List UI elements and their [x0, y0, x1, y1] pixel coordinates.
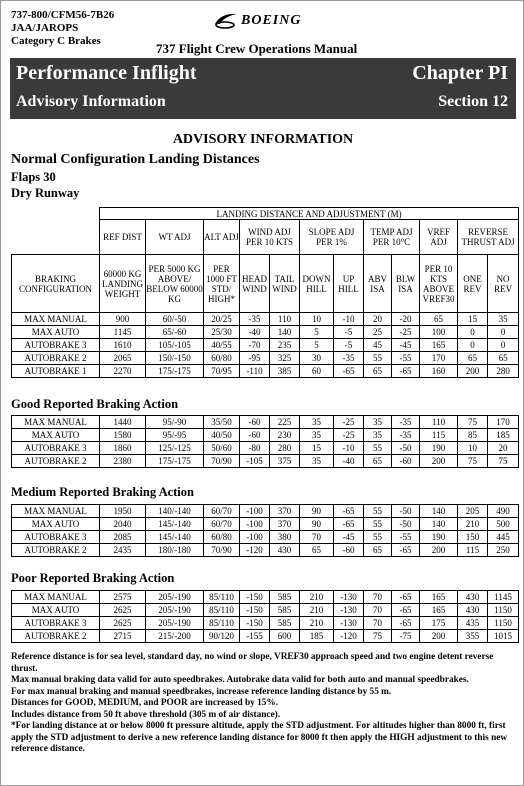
- head-wind-cell: -60: [240, 416, 270, 429]
- vref-adj-cell: 200: [420, 455, 458, 468]
- ref-dist-cell: 1950: [100, 505, 146, 518]
- abv-isa-header: ABV ISA: [364, 255, 392, 313]
- table-row: [12, 339, 519, 352]
- blw-isa-cell: -55: [392, 352, 420, 365]
- one-rev-cell: 150: [458, 531, 488, 544]
- vref-adj-header: VREF ADJ: [420, 220, 458, 255]
- braking-config-cell: AUTOBRAKE 1: [12, 365, 100, 378]
- blw-isa-cell: -65: [392, 365, 420, 378]
- one-rev-cell: 430: [458, 591, 488, 604]
- vref-adj-cell: 160: [420, 365, 458, 378]
- no-rev-cell: 35: [488, 313, 519, 326]
- tail-wind-cell: 325: [270, 352, 300, 365]
- blw-isa-cell: -65: [392, 604, 420, 617]
- braking-config-cell: AUTOBRAKE 3: [12, 617, 100, 630]
- note-reference-distance: Reference distance is for sea level, standard day, no wind or slope, VREF30 approach speed and two engine detent reverse thrust.: [11, 652, 494, 674]
- ref-dist-cell: 2435: [100, 544, 146, 557]
- up-hill-cell: -10: [334, 442, 364, 455]
- braking-config-cell: MAX MANUAL: [12, 505, 100, 518]
- note-manual-increase: For max manual braking and manual speedbrakes, increase reference landing distance by 55 m.: [11, 686, 392, 697]
- dry-runway-table: [11, 207, 519, 378]
- wt-adj-cell: 180/-180: [146, 544, 204, 557]
- up-hill-cell: -65: [334, 505, 364, 518]
- temp-adj-header: TEMP ADJ PER 10°C: [364, 220, 420, 255]
- wt-adj-cell: 105/-105: [146, 339, 204, 352]
- tail-wind-cell: 235: [270, 339, 300, 352]
- head-wind-cell: -155: [240, 630, 270, 643]
- no-rev-cell: 170: [488, 416, 519, 429]
- head-wind-cell: -35: [240, 313, 270, 326]
- head-wind-cell: -120: [240, 544, 270, 557]
- vref-adj-cell: 190: [420, 531, 458, 544]
- braking-config-cell: AUTOBRAKE 2: [12, 352, 100, 365]
- blw-isa-cell: -60: [392, 455, 420, 468]
- vref-adj-cell: 65: [420, 313, 458, 326]
- one-rev-cell: 75: [458, 416, 488, 429]
- alt-adj-cell: 60/70: [204, 505, 240, 518]
- one-rev-cell: 0: [458, 339, 488, 352]
- abv-isa-cell: 20: [364, 313, 392, 326]
- ref-dist-cell: 2625: [100, 617, 146, 630]
- document-identifier: [11, 9, 114, 48]
- notes: [11, 652, 521, 756]
- alt-adj-header: ALT ADJ: [204, 220, 240, 255]
- down-hill-cell: 35: [300, 455, 334, 468]
- blw-isa-cell: -20: [392, 313, 420, 326]
- ref-dist-cell: 1580: [100, 429, 146, 442]
- up-hill-cell: -130: [334, 591, 364, 604]
- vref-adj-cell: 175: [420, 617, 458, 630]
- ref-dist-header: REF DIST: [100, 220, 146, 255]
- no-rev-header: NO REV: [488, 255, 519, 313]
- vref-adj-cell: 165: [420, 604, 458, 617]
- no-rev-cell: 500: [488, 518, 519, 531]
- abv-isa-cell: 25: [364, 326, 392, 339]
- one-rev-cell: 85: [458, 429, 488, 442]
- braking-config-cell: MAX AUTO: [12, 518, 100, 531]
- wt-adj-cell: 175/-175: [146, 365, 204, 378]
- head-wind-header: HEAD WIND: [240, 255, 270, 313]
- medium-braking-table: [11, 504, 519, 557]
- tail-wind-cell: 375: [270, 455, 300, 468]
- braking-config-cell: MAX MANUAL: [12, 416, 100, 429]
- note-air-distance: Includes distance from 50 ft above threshold (305 m of air distance).: [11, 709, 281, 720]
- chapter-banner: [10, 58, 516, 119]
- table-row: [12, 429, 519, 442]
- abv-isa-cell: 55: [364, 352, 392, 365]
- medium-braking-title: Medium Reported Braking Action: [11, 485, 194, 499]
- blw-isa-cell: -50: [392, 505, 420, 518]
- braking-config-cell: MAX MANUAL: [12, 591, 100, 604]
- braking-config-cell: AUTOBRAKE 3: [12, 442, 100, 455]
- alt-adj-cell: 60/80: [204, 352, 240, 365]
- no-rev-cell: 1015: [488, 630, 519, 643]
- wt-adj-cell: 60/-50: [146, 313, 204, 326]
- down-hill-cell: 210: [300, 617, 334, 630]
- wt-adj-cell: 140/-140: [146, 505, 204, 518]
- table-row: [12, 591, 519, 604]
- table-title: Normal Configuration Landing Distances: [11, 152, 260, 167]
- no-rev-cell: 1145: [488, 591, 519, 604]
- tail-wind-cell: 225: [270, 416, 300, 429]
- no-rev-cell: 185: [488, 429, 519, 442]
- one-rev-cell: 115: [458, 544, 488, 557]
- head-wind-cell: -95: [240, 352, 270, 365]
- up-hill-cell: -65: [334, 365, 364, 378]
- no-rev-cell: 0: [488, 339, 519, 352]
- tail-wind-cell: 430: [270, 544, 300, 557]
- down-hill-header: DOWN HILL: [300, 255, 334, 313]
- wt-adj-cell: 95/-90: [146, 416, 204, 429]
- braking-config-cell: AUTOBRAKE 3: [12, 339, 100, 352]
- table-row: [12, 365, 519, 378]
- wt-adj-cell: 145/-140: [146, 518, 204, 531]
- down-hill-cell: 5: [300, 326, 334, 339]
- braking-config-cell: MAX AUTO: [12, 326, 100, 339]
- alt-adj-cell: 90/120: [204, 630, 240, 643]
- abv-isa-cell: 70: [364, 617, 392, 630]
- tail-wind-cell: 140: [270, 326, 300, 339]
- ref-dist-cell: 1145: [100, 326, 146, 339]
- vref-adj-cell: 200: [420, 544, 458, 557]
- head-wind-cell: -150: [240, 591, 270, 604]
- tail-wind-header: TAIL WIND: [270, 255, 300, 313]
- blw-isa-cell: -45: [392, 339, 420, 352]
- boeing-symbol-icon: [211, 10, 239, 32]
- up-hill-cell: -25: [334, 429, 364, 442]
- landing-distance-header: LANDING DISTANCE AND ADJUSTMENT (M): [100, 208, 519, 220]
- no-rev-cell: 1150: [488, 604, 519, 617]
- note-altitude-adjustment: *For landing distance at or below 8000 ft pressure altitude, apply the STD adjustment. For altitudes higher than 8000 ft, first apply the STD adjustment to derive a new reference landing distance for 8000 ft then apply the HIGH adjustment to this new reference distance.: [11, 721, 508, 754]
- ref-dist-cell: 1440: [100, 416, 146, 429]
- abv-isa-cell: 75: [364, 630, 392, 643]
- head-wind-cell: -40: [240, 326, 270, 339]
- vref-adj-cell: 165: [420, 339, 458, 352]
- head-wind-cell: -105: [240, 455, 270, 468]
- runway-condition: Dry Runway: [11, 186, 80, 200]
- abv-isa-cell: 55: [364, 518, 392, 531]
- braking-config-cell: AUTOBRAKE 2: [12, 455, 100, 468]
- alt-adj-cell: 35/50: [204, 416, 240, 429]
- one-rev-cell: 15: [458, 313, 488, 326]
- blw-isa-cell: -65: [392, 617, 420, 630]
- tail-wind-cell: 230: [270, 429, 300, 442]
- head-wind-cell: -110: [240, 365, 270, 378]
- good-braking-table: [11, 415, 519, 468]
- tail-wind-cell: 585: [270, 591, 300, 604]
- good-braking-title: Good Reported Braking Action: [11, 397, 179, 411]
- reverse-thrust-header: REVERSE THRUST ADJ: [458, 220, 519, 255]
- dry-runway-rows: [12, 313, 519, 378]
- wt-adj-cell: 205/-190: [146, 617, 204, 630]
- abv-isa-cell: 55: [364, 531, 392, 544]
- one-rev-cell: 205: [458, 505, 488, 518]
- alt-adj-cell: 70/90: [204, 455, 240, 468]
- alt-adj-cell: 50/60: [204, 442, 240, 455]
- head-wind-cell: -70: [240, 339, 270, 352]
- blw-isa-cell: -25: [392, 326, 420, 339]
- wt-adj-cell: 65/-60: [146, 326, 204, 339]
- one-rev-cell: 10: [458, 442, 488, 455]
- no-rev-cell: 1150: [488, 617, 519, 630]
- vref-adj-cell: 200: [420, 630, 458, 643]
- wt-adj-cell: 95/-95: [146, 429, 204, 442]
- vref-adj-cell: 140: [420, 518, 458, 531]
- down-hill-cell: 35: [300, 416, 334, 429]
- table-row: [12, 518, 519, 531]
- tail-wind-cell: 385: [270, 365, 300, 378]
- table-row: [12, 352, 519, 365]
- table-row: [12, 442, 519, 455]
- alt-adj-cell: 40/50: [204, 429, 240, 442]
- one-rev-header: ONE REV: [458, 255, 488, 313]
- table-row: [12, 416, 519, 429]
- wind-adj-header: WIND ADJ PER 10 KTS: [240, 220, 300, 255]
- one-rev-cell: 65: [458, 352, 488, 365]
- braking-config-cell: AUTOBRAKE 3: [12, 531, 100, 544]
- up-hill-cell: -45: [334, 531, 364, 544]
- ref-dist-cell: 2085: [100, 531, 146, 544]
- no-rev-cell: 0: [488, 326, 519, 339]
- alt-adj-cell: 20/25: [204, 313, 240, 326]
- abv-isa-cell: 55: [364, 442, 392, 455]
- abv-isa-cell: 55: [364, 505, 392, 518]
- page-title: ADVISORY INFORMATION: [172, 132, 354, 147]
- alt-adj-cell: 70/90: [204, 544, 240, 557]
- abv-isa-cell: 70: [364, 604, 392, 617]
- weight-per-5000-header: PER 5000 KG ABOVE/ BELOW 60000 KG: [146, 255, 204, 313]
- one-rev-cell: 355: [458, 630, 488, 643]
- wt-adj-cell: 205/-190: [146, 591, 204, 604]
- abv-isa-cell: 65: [364, 455, 392, 468]
- up-hill-cell: -120: [334, 630, 364, 643]
- ref-dist-cell: 2625: [100, 604, 146, 617]
- alt-adj-cell: 60/70: [204, 518, 240, 531]
- head-wind-cell: -60: [240, 429, 270, 442]
- down-hill-cell: 90: [300, 505, 334, 518]
- down-hill-cell: 60: [300, 365, 334, 378]
- one-rev-cell: 430: [458, 604, 488, 617]
- section-name: Advisory Information: [16, 93, 166, 110]
- ref-dist-cell: 2270: [100, 365, 146, 378]
- alt-adj-cell: 40/55: [204, 339, 240, 352]
- table-row: [12, 531, 519, 544]
- boeing-logo: [211, 10, 301, 32]
- one-rev-cell: 210: [458, 518, 488, 531]
- aircraft-model: 737-800/CFM56-7B26: [11, 9, 115, 21]
- no-rev-cell: 490: [488, 505, 519, 518]
- braking-config-cell: AUTOBRAKE 2: [12, 630, 100, 643]
- table-row: [12, 313, 519, 326]
- alt-adj-cell: 85/110: [204, 591, 240, 604]
- landing-weight-header: 60000 KG LANDING WEIGHT: [100, 255, 146, 313]
- table-row: [12, 604, 519, 617]
- up-hill-cell: -130: [334, 604, 364, 617]
- braking-config-header: BRAKING CONFIGURATION: [12, 255, 100, 313]
- vref-adj-cell: 190: [420, 442, 458, 455]
- brake-category: Category C Brakes: [11, 35, 101, 47]
- one-rev-cell: 435: [458, 617, 488, 630]
- chapter-number: Chapter PI: [412, 62, 508, 84]
- braking-config-cell: AUTOBRAKE 2: [12, 544, 100, 557]
- wt-adj-cell: 175/-175: [146, 455, 204, 468]
- ref-dist-cell: 2715: [100, 630, 146, 643]
- down-hill-cell: 210: [300, 604, 334, 617]
- note-braking-increase: Distances for GOOD, MEDIUM, and POOR are increased by 15%.: [11, 698, 279, 708]
- tail-wind-cell: 380: [270, 531, 300, 544]
- wt-adj-cell: 145/-140: [146, 531, 204, 544]
- head-wind-cell: -150: [240, 617, 270, 630]
- down-hill-cell: 70: [300, 531, 334, 544]
- no-rev-cell: 280: [488, 365, 519, 378]
- braking-config-cell: MAX AUTO: [12, 604, 100, 617]
- alt-adj-cell: 85/110: [204, 617, 240, 630]
- up-hill-cell: -5: [334, 339, 364, 352]
- alt-adj-cell: 60/80: [204, 531, 240, 544]
- no-rev-cell: 75: [488, 455, 519, 468]
- blw-isa-cell: -65: [392, 544, 420, 557]
- blw-isa-cell: -50: [392, 518, 420, 531]
- blw-isa-cell: -65: [392, 591, 420, 604]
- down-hill-cell: 185: [300, 630, 334, 643]
- ref-dist-cell: 2065: [100, 352, 146, 365]
- down-hill-cell: 30: [300, 352, 334, 365]
- table-row: [12, 617, 519, 630]
- no-rev-cell: 65: [488, 352, 519, 365]
- vref-adj-cell: 140: [420, 505, 458, 518]
- down-hill-cell: 10: [300, 313, 334, 326]
- up-hill-cell: -60: [334, 544, 364, 557]
- operations-rules: JAA/JAROPS: [11, 22, 79, 34]
- blw-isa-cell: -50: [392, 442, 420, 455]
- blw-isa-header: BLW ISA: [392, 255, 420, 313]
- tail-wind-cell: 585: [270, 617, 300, 630]
- vref-adj-cell: 165: [420, 591, 458, 604]
- alt-adj-cell: 25/30: [204, 326, 240, 339]
- braking-config-cell: MAX MANUAL: [12, 313, 100, 326]
- vref-adj-cell: 100: [420, 326, 458, 339]
- table-row: [12, 455, 519, 468]
- tail-wind-cell: 600: [270, 630, 300, 643]
- head-wind-cell: -100: [240, 505, 270, 518]
- one-rev-cell: 75: [458, 455, 488, 468]
- braking-config-cell: MAX AUTO: [12, 429, 100, 442]
- abv-isa-cell: 35: [364, 416, 392, 429]
- wt-adj-cell: 125/-125: [146, 442, 204, 455]
- no-rev-cell: 20: [488, 442, 519, 455]
- table-row: [12, 630, 519, 643]
- no-rev-cell: 250: [488, 544, 519, 557]
- tail-wind-cell: 585: [270, 604, 300, 617]
- vref-per-10kts-header: PER 10 KTS ABOVE VREF30: [420, 255, 458, 313]
- abv-isa-cell: 65: [364, 365, 392, 378]
- one-rev-cell: 200: [458, 365, 488, 378]
- note-speedbrakes: Max manual braking data valid for auto speedbrakes. Autobrake data valid for both auto and manual speedbrakes.: [11, 675, 469, 685]
- chapter-name: Performance Inflight: [16, 62, 197, 84]
- up-hill-cell: -40: [334, 455, 364, 468]
- manual-title: 737 Flight Crew Operations Manual: [156, 41, 358, 56]
- alt-adj-cell: 85/110: [204, 604, 240, 617]
- up-hill-cell: -65: [334, 518, 364, 531]
- abv-isa-cell: 70: [364, 591, 392, 604]
- down-hill-cell: 15: [300, 442, 334, 455]
- table-row: [12, 505, 519, 518]
- vref-adj-cell: 170: [420, 352, 458, 365]
- down-hill-cell: 90: [300, 518, 334, 531]
- head-wind-cell: -80: [240, 442, 270, 455]
- up-hill-cell: -5: [334, 326, 364, 339]
- ref-dist-cell: 1860: [100, 442, 146, 455]
- up-hill-cell: -25: [334, 416, 364, 429]
- one-rev-cell: 0: [458, 326, 488, 339]
- down-hill-cell: 5: [300, 339, 334, 352]
- ref-dist-cell: 900: [100, 313, 146, 326]
- section-number: Section 12: [438, 93, 508, 110]
- up-hill-cell: -130: [334, 617, 364, 630]
- ref-dist-cell: 2380: [100, 455, 146, 468]
- down-hill-cell: 210: [300, 591, 334, 604]
- head-wind-cell: -150: [240, 604, 270, 617]
- tail-wind-cell: 110: [270, 313, 300, 326]
- blw-isa-cell: -35: [392, 416, 420, 429]
- abv-isa-cell: 65: [364, 544, 392, 557]
- ref-dist-cell: 1610: [100, 339, 146, 352]
- tail-wind-cell: 370: [270, 518, 300, 531]
- ref-dist-cell: 2040: [100, 518, 146, 531]
- flaps-setting: Flaps 30: [11, 170, 56, 184]
- head-wind-cell: -100: [240, 531, 270, 544]
- logo-wordmark: BOEING: [241, 13, 302, 28]
- down-hill-cell: 35: [300, 429, 334, 442]
- vref-adj-cell: 110: [420, 416, 458, 429]
- vref-adj-cell: 115: [420, 429, 458, 442]
- abv-isa-cell: 35: [364, 429, 392, 442]
- table-row: [12, 544, 519, 557]
- wt-adj-cell: 150/-150: [146, 352, 204, 365]
- up-hill-cell: -10: [334, 313, 364, 326]
- table-row: [12, 326, 519, 339]
- poor-braking-title: Poor Reported Braking Action: [11, 571, 175, 585]
- wt-adj-cell: 215/-200: [146, 630, 204, 643]
- blw-isa-cell: -35: [392, 429, 420, 442]
- alt-adj-cell: 70/95: [204, 365, 240, 378]
- wt-adj-cell: 205/-190: [146, 604, 204, 617]
- alt-per-1000-header: PER 1000 FT STD/ HIGH*: [204, 255, 240, 313]
- up-hill-header: UP HILL: [334, 255, 364, 313]
- tail-wind-cell: 370: [270, 505, 300, 518]
- ref-dist-cell: 2575: [100, 591, 146, 604]
- blw-isa-cell: -75: [392, 630, 420, 643]
- wt-adj-header: WT ADJ: [146, 220, 204, 255]
- up-hill-cell: -35: [334, 352, 364, 365]
- tail-wind-cell: 280: [270, 442, 300, 455]
- no-rev-cell: 445: [488, 531, 519, 544]
- abv-isa-cell: 45: [364, 339, 392, 352]
- head-wind-cell: -100: [240, 518, 270, 531]
- blw-isa-cell: -55: [392, 531, 420, 544]
- down-hill-cell: 65: [300, 544, 334, 557]
- slope-adj-header: SLOPE ADJ PER 1%: [300, 220, 364, 255]
- poor-braking-table: [11, 590, 519, 643]
